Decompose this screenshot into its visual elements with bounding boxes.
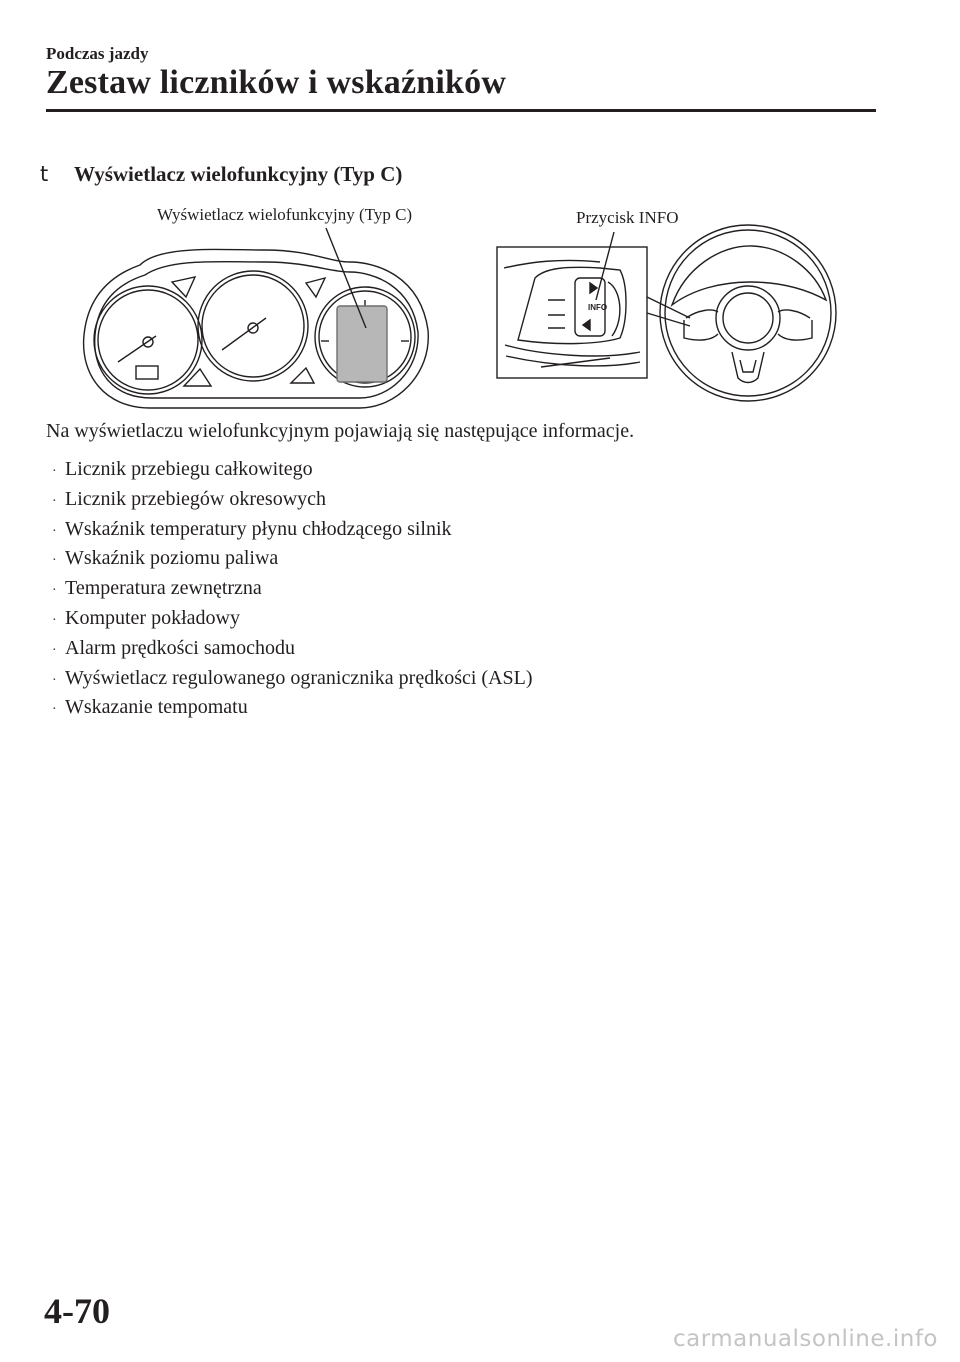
list-item-text: Wskazanie tempomatu [65, 696, 248, 719]
list-item [52, 545, 533, 575]
bullet: · [52, 672, 57, 688]
bullet: · [52, 583, 57, 599]
steering-wheel [660, 225, 836, 401]
list-item [52, 665, 533, 695]
page-number: 4-70 [44, 1291, 110, 1331]
list-item [52, 486, 533, 516]
bullet: · [52, 702, 57, 718]
list-item-text: Licznik przebiegów okresowych [65, 487, 327, 510]
steering-switch-closeup [497, 247, 647, 378]
section-title: Zestaw liczników i wskaźników [46, 64, 507, 101]
chapter-title: Podczas jazdy [46, 44, 149, 63]
list-item [52, 516, 533, 546]
bullet: · [52, 523, 57, 539]
list-item [52, 456, 533, 486]
list-item [52, 605, 533, 635]
list-item-text: Wskaźnik poziomu paliwa [65, 547, 279, 570]
bullet: · [52, 612, 57, 628]
bullet: · [52, 464, 57, 479]
speedometer-gauge [198, 271, 308, 381]
info-button-callout-label: Przycisk INFO [576, 208, 679, 227]
watermark: carmanualsonline.info [672, 1326, 938, 1352]
display-callout-label: Wyświetlacz wielofunkcyjny (Typ C) [157, 205, 413, 224]
subheading-marker: t [40, 162, 49, 186]
list-item-text: Temperatura zewnętrzna [65, 577, 262, 600]
list-item-text: Komputer pokładowy [65, 606, 240, 629]
info-items-list [52, 456, 533, 724]
list-item-text: Wyświetlacz regulowanego ogranicznika prędkości (ASL) [65, 666, 533, 689]
list-item-text: Licznik przebiegu całkowitego [65, 458, 313, 480]
intro-paragraph: Na wyświetlaczu wielofunkcyjnym pojawiają się następujące informacje. [46, 420, 635, 442]
info-button-label: INFO [588, 303, 608, 312]
subheading-text: Wyświetlacz wielofunkcyjny (Typ C) [74, 162, 403, 186]
bullet: · [52, 553, 57, 569]
list-item [52, 635, 533, 665]
list-item-text: Alarm prędkości samochodu [65, 636, 295, 659]
tachometer-gauge [94, 286, 202, 394]
instrument-cluster-illustration [0, 0, 960, 420]
list-item [52, 694, 533, 724]
bullet: · [52, 493, 57, 509]
bullet: · [52, 642, 57, 658]
list-item-text: Wskaźnik temperatury płynu chłodzącego silnik [65, 517, 452, 540]
list-item [52, 575, 533, 605]
